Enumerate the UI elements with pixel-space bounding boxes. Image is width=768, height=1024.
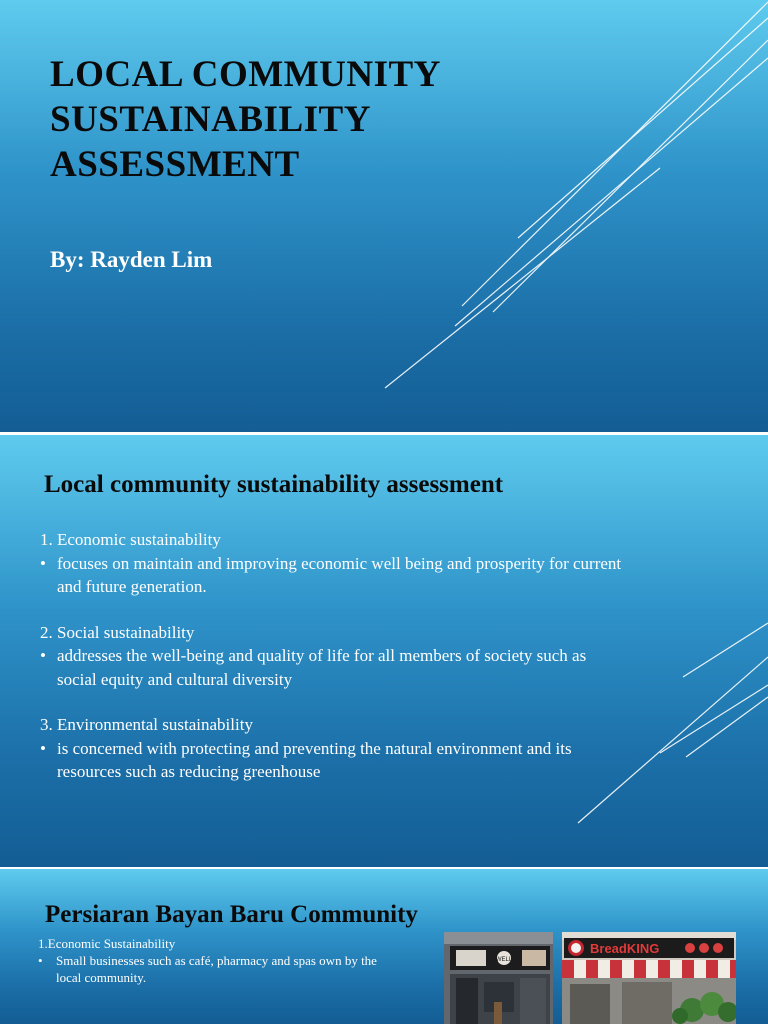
section-heading-social: 2. Social sustainability xyxy=(40,622,195,642)
deco-line xyxy=(455,58,768,326)
bullet-text-line: Small businesses such as café, pharmacy and spas own by the xyxy=(56,953,377,968)
bullet-marker: • xyxy=(40,646,46,665)
deco-line xyxy=(518,18,768,238)
bullet-text-line: and future generation. xyxy=(57,577,207,596)
bullet-text-line: resources such as reducing greenhouse xyxy=(57,762,321,781)
title-line: LOCAL COMMUNITY xyxy=(50,54,441,95)
content-slide-sustainability xyxy=(0,435,768,867)
bullet-text-line: focuses on maintain and improving economic well being and prosperity for current xyxy=(57,553,622,573)
deco-line xyxy=(385,168,660,388)
deco-line xyxy=(462,2,768,306)
shop-sign-text: WELL xyxy=(495,957,513,963)
bullet-marker: • xyxy=(40,553,46,573)
shop-photo-well xyxy=(444,932,553,1024)
sustainability-list xyxy=(40,528,720,784)
presentation-title xyxy=(50,52,441,187)
content-slide-community xyxy=(0,869,768,1024)
bullet-text-line: is concerned with protecting and preventing the natural environment and its xyxy=(57,738,572,758)
slide-heading: Local community sustainability assessment xyxy=(44,471,504,498)
shop-sign-text: BreadKING xyxy=(590,941,660,956)
title-line: ASSESSMENT xyxy=(50,144,300,185)
bullet-text-line: social equity and cultural diversity xyxy=(57,669,293,689)
slide-heading: Persiaran Bayan Baru Community xyxy=(45,901,418,928)
author-byline: By: Rayden Lim xyxy=(50,247,213,272)
bullet-text-line: local community. xyxy=(56,970,147,985)
title-slide xyxy=(0,0,768,432)
shop-photo-breadking xyxy=(562,932,736,1024)
bullet-marker: • xyxy=(40,738,46,758)
bullet-item xyxy=(38,952,428,986)
bullet-text-line: addresses the well-being and quality of life for all members of society such as xyxy=(57,646,587,665)
bullet-item xyxy=(40,552,720,599)
bullet-marker: • xyxy=(38,953,43,968)
title-line: SUSTAINABILITY xyxy=(50,99,371,140)
section-heading-economic: 1. Economic sustainability xyxy=(40,530,221,549)
community-list xyxy=(38,935,428,986)
section-heading-economic: 1.Economic Sustainability xyxy=(38,936,176,951)
bullet-item xyxy=(40,737,720,784)
bullet-item xyxy=(40,644,720,691)
deco-line xyxy=(493,40,768,312)
section-heading-environmental: 3. Environmental sustainability xyxy=(40,715,253,734)
